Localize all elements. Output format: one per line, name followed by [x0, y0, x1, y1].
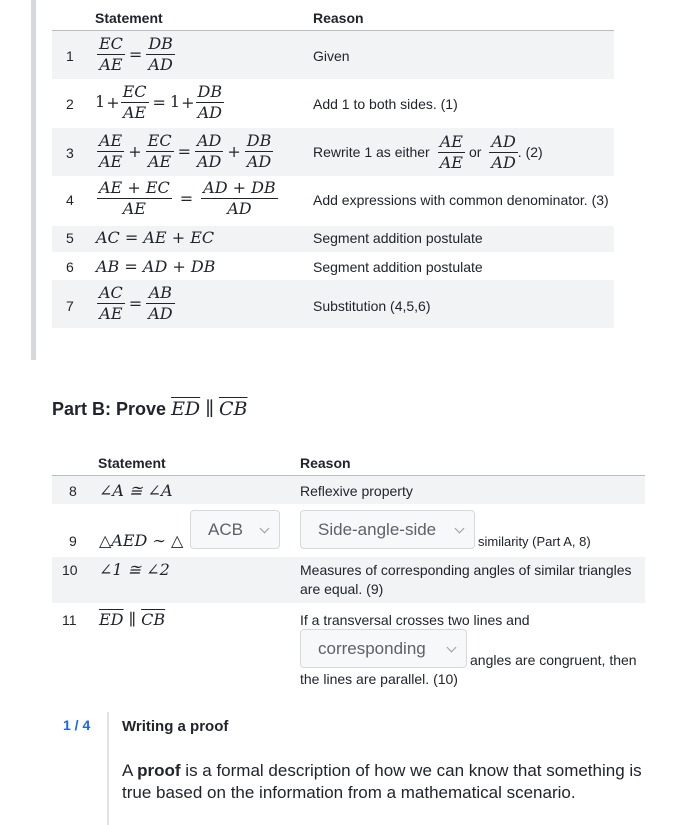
row-2-statement: 1+ $\frac{EC}{AE}$ = 1+ $\frac{DB}{AD}$ — [95, 82, 223, 122]
row-1-reason: Given — [313, 48, 350, 64]
chevron-down-icon — [447, 642, 457, 652]
row-8-reason: Reflexive property — [300, 483, 413, 499]
row-9-reason: similarity (Part A, 8) — [478, 534, 591, 549]
hint-text: A proof is a formal description of how we can know that something is true based on the information from a mathematical scenario. — [122, 761, 642, 802]
angle-type-dropdown[interactable]: corresponding — [300, 629, 467, 668]
reason-column-header: Reason — [313, 10, 364, 26]
row-5-statement: AC = AE + EC — [96, 228, 215, 247]
row-number: 4 — [66, 192, 74, 208]
row-3-statement: $\frac{AE}{AE}$ + $\frac{EC}{AE}$ = $\frac{AD}{AD}$ + $\frac{DB}{AD}$ — [99, 131, 272, 171]
row-10-reason: Measures of corresponding angles of similar triangles are equal. (9) — [300, 562, 632, 597]
row-11-statement: $\overline{ED}$ ∥ $\overline{CB}$ — [99, 610, 166, 629]
row-number: 6 — [66, 259, 74, 275]
hint-title: Writing a proof — [122, 718, 229, 735]
part-b-title: Part B: Prove $\overline{ED}$ ∥ $\overline{CB}$ — [52, 398, 248, 420]
row-number: 3 — [66, 145, 74, 161]
row-7-reason: Substitution (4,5,6) — [313, 298, 431, 314]
row-11-reason-line3: the lines are parallel. (10) — [300, 671, 458, 687]
reason-column-header: Reason — [300, 455, 351, 471]
chevron-down-icon — [455, 523, 465, 533]
chevron-down-icon — [260, 523, 270, 533]
hint-divider — [107, 712, 109, 825]
left-accent-bar — [31, 0, 36, 360]
row-9-statement: △AED ∼ △ — [99, 531, 184, 550]
row-2-reason: Add 1 to both sides. (1) — [313, 96, 458, 112]
row-11-reason-line2: angles are congruent, then — [470, 652, 637, 668]
row-number: 5 — [66, 230, 74, 246]
row-1-statement: $\frac{EC}{AE}$ = $\frac{DB}{AD}$ — [99, 34, 173, 74]
row-11-reason-line1: If a transversal crosses two lines and — [300, 612, 530, 628]
row-8-statement: ∠A ≅ ∠A — [99, 481, 173, 500]
row-number: 10 — [62, 562, 78, 578]
row-5-reason: Segment addition postulate — [313, 230, 483, 246]
statement-column-header: Statement — [95, 10, 163, 26]
row-4-reason: Add expressions with common denominator. (3) — [313, 192, 609, 208]
row-number: 2 — [66, 96, 74, 112]
row-number: 7 — [66, 298, 74, 314]
row-number: 11 — [62, 612, 77, 628]
hint-counter: 1 / 4 — [63, 717, 91, 733]
reason-dropdown[interactable]: Side-angle-side — [300, 510, 475, 549]
triangle-dropdown[interactable]: ACB — [190, 510, 280, 549]
row-number: 9 — [69, 533, 77, 549]
row-6-statement: AB = AD + DB — [96, 257, 216, 276]
statement-column-header: Statement — [98, 455, 166, 471]
row-3-reason: Rewrite 1 as either $\frac{AE}{AE}$ or $\frac{AD}{AD}$ . (2) — [313, 131, 543, 172]
row-10-statement: ∠1 ≅ ∠2 — [99, 560, 170, 579]
row-number: 8 — [69, 483, 77, 499]
row-6-reason: Segment addition postulate — [313, 259, 483, 275]
row-7-statement: $\frac{AC}{AE}$ = $\frac{AB}{AD}$ — [99, 283, 173, 323]
row-number: 1 — [66, 48, 74, 64]
row-4-statement: $\frac{AE + EC}{AE}$ = $\frac{AD + DB}{AD}$ — [99, 178, 276, 218]
